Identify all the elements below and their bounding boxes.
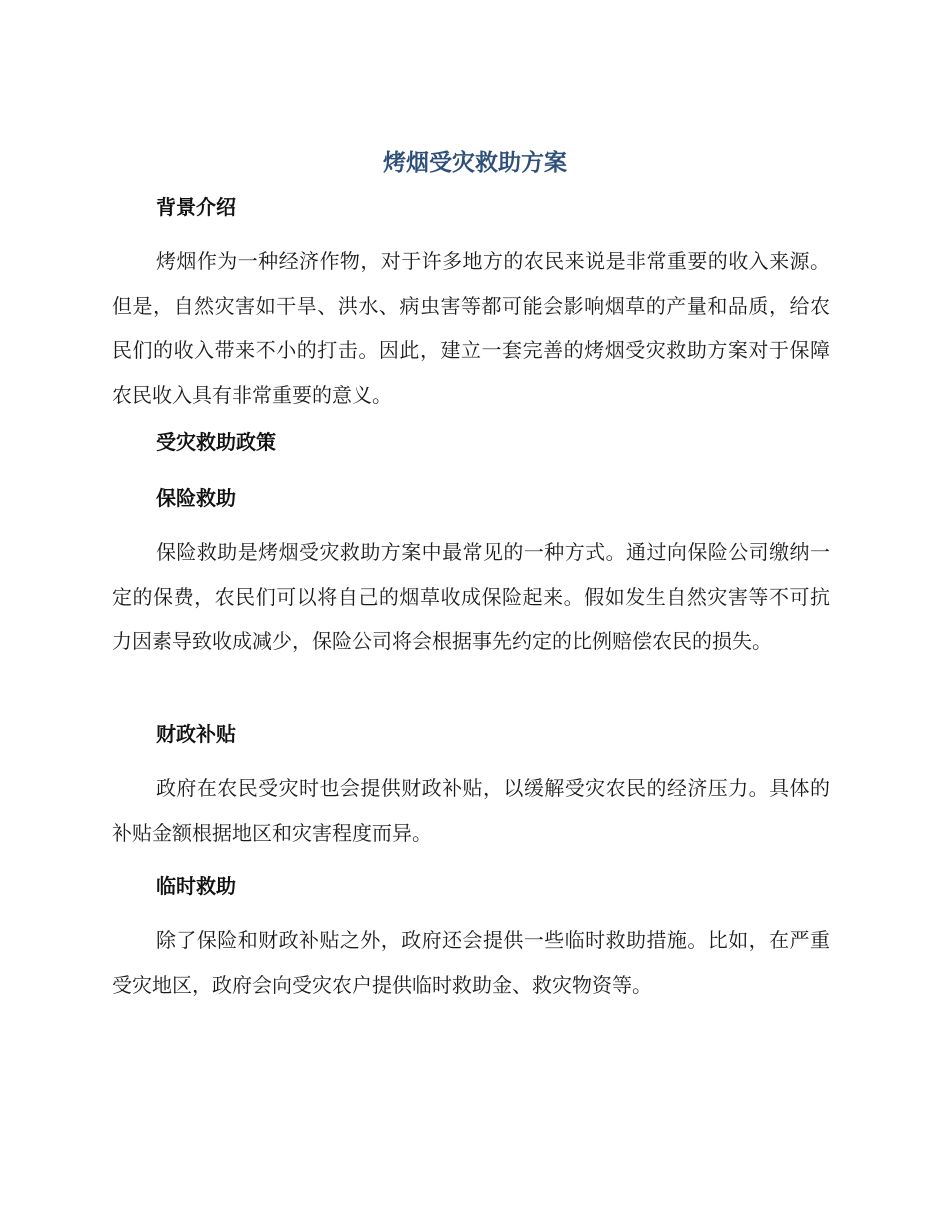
section-heading-temporary: 临时救助 [156, 874, 236, 898]
paragraph-background: 烤烟作为一种经济作物，对于许多地方的农民来说是非常重要的收入来源。但是，自然灾害如干旱、洪水、病虫害等都可能会影响烟草的产量和品质，给农民们的收入带来不小的打击。因此，建立一套完善的烤烟受灾救助方案对于保障农民收入具有非常重要的意义。 [112, 249, 830, 407]
section-heading-background: 背景介绍 [156, 195, 236, 219]
document-title: 烤烟受灾救助方案 [383, 150, 567, 176]
section-heading-insurance: 保险救助 [156, 486, 236, 510]
paragraph-insurance: 保险救助是烤烟受灾救助方案中最常见的一种方式。通过向保险公司缴纳一定的保费，农民们可以将自己的烟草收成保险起来。假如发生自然灾害等不可抗力因素导致收成减少，保险公司将会根据事先约定的比例赔偿农民的损失。 [112, 540, 830, 653]
paragraph-subsidy: 政府在农民受灾时也会提供财政补贴，以缓解受灾农民的经济压力。具体的补贴金额根据地区和灾害程度而异。 [112, 776, 830, 845]
section-heading-policy: 受灾救助政策 [156, 430, 276, 454]
paragraph-temporary: 除了保险和财政补贴之外，政府还会提供一些临时救助措施。比如，在严重受灾地区，政府会向受灾农户提供临时救助金、救灾物资等。 [112, 928, 830, 997]
section-heading-subsidy: 财政补贴 [156, 722, 236, 746]
